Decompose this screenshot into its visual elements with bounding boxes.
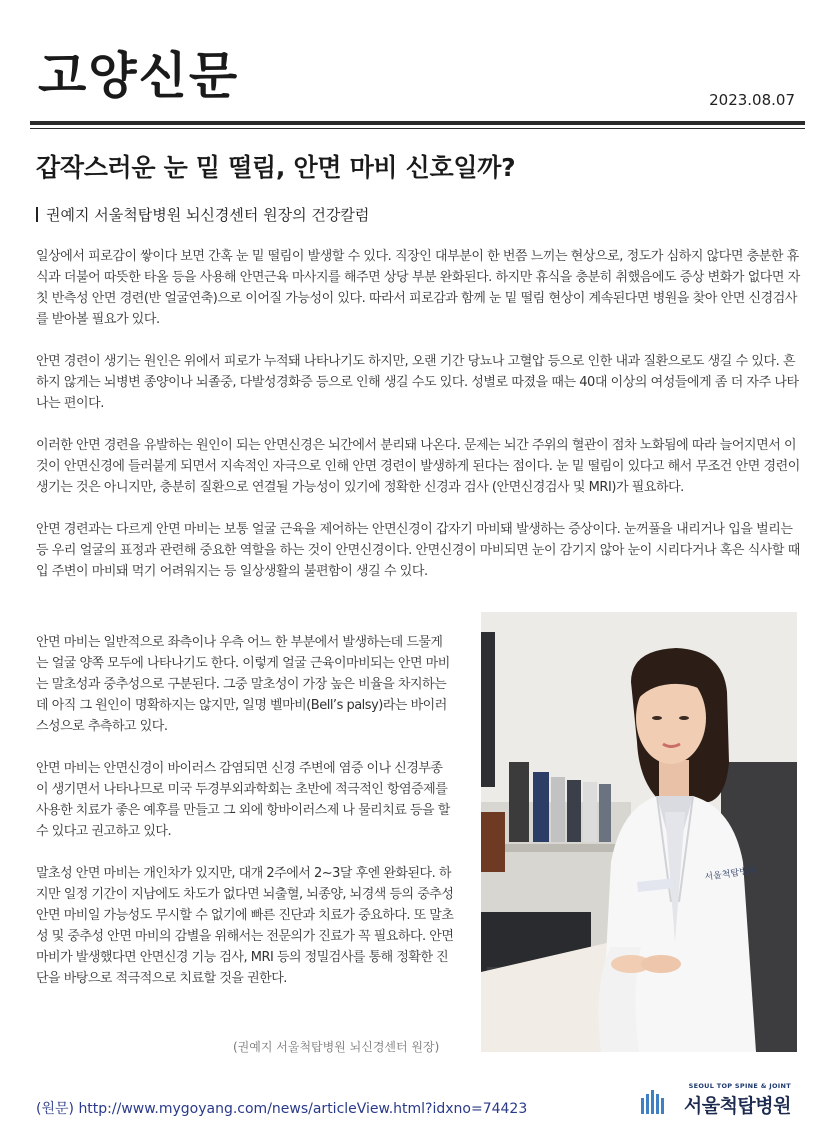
paragraph: 안면 마비는 일반적으로 좌측이나 우측 어느 한 부분에서 발생하는데 드물게는 얼굴 양쪽 모두에 나타나기도 한다. 이렇게 얼굴 근육이마비되는 안면 마비는 말초성과 중추성으로 구분된다. 그중 말초성이 가장 높은 비율을 차지하는데 아직 그 원인이 명확하지는 않지만, 일명 벨마비(Bell’s palsy)라는 바이러스성으로 추측하고 있다. [36,635,450,734]
publish-date: 2023.08.07 [709,91,795,109]
logo-english: SEOUL TOP SPINE & JOINT [688,1082,791,1090]
coat-embroidery: 서울척탑병원 [704,865,758,883]
header-rule-thin [30,128,805,129]
source-link[interactable]: http://www.mygoyang.com/news/articleView.html?idxno=74423 [78,1101,528,1117]
paragraph: 안면 경련과는 다르게 안면 마비는 보통 얼굴 근육을 제어하는 안면신경이 갑자기 마비돼 발생하는 증상이다. 눈꺼풀을 내리거나 입을 벌리는 등 우리 얼굴의 표정과 관련해 중요한 역할을 하는 것이 안면신경이다. 안면신경이 마비되면 눈이 감기지 않아 눈이 시리다거나 혹은 식사할 때 입 주변이 마비돼 먹기 어려워지는 등 일상생활의 불편함이 생길 수 있다. [36,522,800,579]
doctor-photo [481,612,797,1052]
header-rule-thick [30,121,805,125]
doctor-photo-illustration [481,612,797,1052]
photo-caption: (권예지 서울척탑병원 뇌신경센터 원장) [233,1040,440,1054]
paragraph: 말초성 안면 마비는 개인차가 있지만, 대개 2주에서 2~3달 후엔 완화된다. 하지만 일정 기간이 지남에도 차도가 없다면 뇌출혈, 뇌종양, 뇌경색 등의 중추성 안면 마비일 가능성도 무시할 수 없기에 빠른 진단과 치료가 중요하다. 또 말초성 및 중추성 안면 마비의 감별을 위해서는 전문의가 진료가 꼭 필요하다. 안면마비가 발생했다면 안면신경 기능 검사, MRI 등의 정밀검사를 통해 정확한 진단을 바탕으로 적극적으로 치료할 것을 권한다. [36,866,454,986]
article-body-full [36,246,802,603]
article-headline: 갑작스러운 눈 밑 떨림, 안면 마비 신호일까? [36,153,516,182]
article-subhead [36,204,369,225]
source-url [36,1098,527,1118]
hospital-logo [641,1082,791,1122]
masthead-title: 고양신문 [38,47,240,105]
paragraph: 일상에서 피로감이 쌓이다 보면 간혹 눈 밑 떨림이 발생할 수 있다. 직장인 대부분이 한 번쯤 느끼는 현상으로, 정도가 심하지 않다면 충분한 휴식과 더불어 따뜻한 타올 등을 사용해 안면근육 마사지를 해주면 상당 부분 완화된다. 하지만 휴식을 충분히 취했음에도 증상 변화가 없다면 자칫 반측성 안면 경련(반 얼굴연축)으로 이어질 가능성이 있다. 따라서 피로감과 함께 눈 밑 떨림 현상이 계속된다면 병원을 찾아 안면 신경검사를 받아볼 필요가 있다. [36,249,800,327]
source-label: (원문) [36,1101,74,1117]
article-body-column [36,632,454,1010]
paragraph: 이러한 안면 경련을 유발하는 원인이 되는 안면신경은 뇌간에서 분리돼 나온다. 문제는 뇌간 주위의 혈관이 점차 노화됨에 따라 늘어지면서 이것이 안면신경에 들러붙게 되면서 지속적인 자극으로 인해 안면 경련이 발생하게 된다는 점이다. 눈 밑 떨림이 있다고 해서 무조건 안면 경련이 생기는 것은 아니지만, 충분히 질환으로 연결될 가능성이 있기에 정확한 신경과 검사 (안면신경검사 및 MRI)가 필요하다. [36,438,800,495]
logo-bars-icon [641,1088,665,1114]
paragraph: 안면 경련이 생기는 원인은 위에서 피로가 누적돼 나타나기도 하지만, 오랜 기간 당뇨나 고혈압 등으로 인한 내과 질환으로도 생길 수 있다. 흔하지 않게는 뇌병변 종양이나 뇌졸중, 다발성경화증 등으로 인해 생길 수도 있다. 성별로 따졌을 때는 40대 이상의 여성들에게 좀 더 자주 나타나는 편이다. [36,354,799,411]
subhead-text: 권예지 서울척탑병원 뇌신경센터 원장의 건강칼럼 [46,206,370,224]
paragraph: 안면 마비는 안면신경이 바이러스 감염되면 신경 주변에 염증 이나 신경부종이 생기면서 나타나므로 미국 두경부외과학회는 초반에 적극적인 항염증제를 사용한 치료가 좋은 예후를 만들고 그 외에 항바이러스제 나 물리치료 등을 할 수 있다고 권고하고 있다. [36,761,450,839]
subhead-bar [36,207,38,222]
logo-korean: 서울척탑병원 [683,1095,791,1117]
